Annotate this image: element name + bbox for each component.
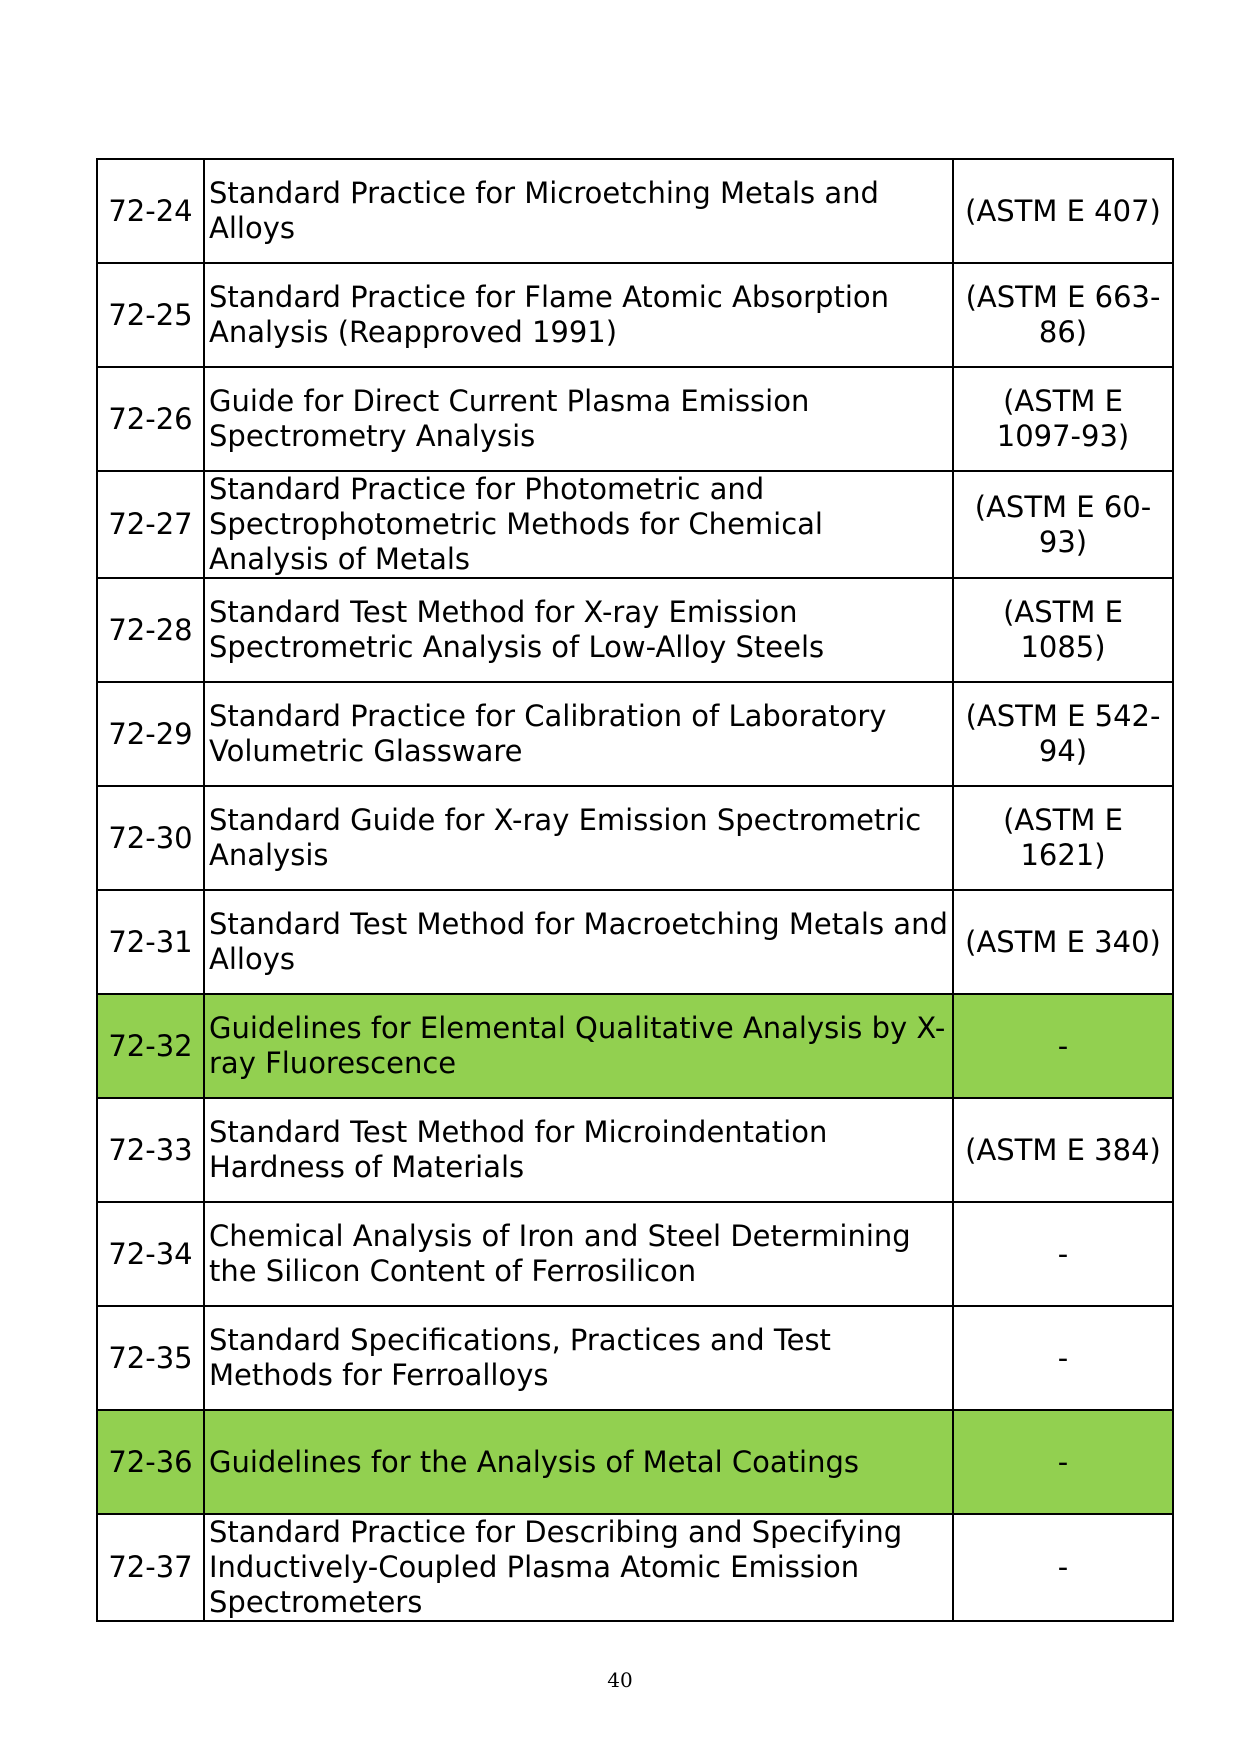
astm-reference: (ASTM E 663-86) bbox=[953, 263, 1173, 367]
standard-number: 72-25 bbox=[97, 263, 204, 367]
standards-table-body bbox=[97, 159, 1173, 1621]
standard-title: Standard Practice for Flame Atomic Absorption Analysis (Reapproved 1991) bbox=[204, 263, 953, 367]
standard-number: 72-29 bbox=[97, 682, 204, 786]
standard-title: Standard Practice for Microetching Metals and Alloys bbox=[204, 159, 953, 263]
standard-title: Standard Practice for Calibration of Laboratory Volumetric Glassware bbox=[204, 682, 953, 786]
standard-title: Chemical Analysis of Iron and Steel Determining the Silicon Content of Ferrosilicon bbox=[204, 1202, 953, 1306]
standard-number: 72-36 bbox=[97, 1410, 204, 1514]
standard-number: 72-26 bbox=[97, 367, 204, 471]
page-number: 40 bbox=[607, 1668, 633, 1692]
standard-number: 72-35 bbox=[97, 1306, 204, 1410]
table-row bbox=[97, 1306, 1173, 1410]
astm-reference: (ASTM E 1097-93) bbox=[953, 367, 1173, 471]
astm-reference: - bbox=[953, 1306, 1173, 1410]
standard-number: 72-27 bbox=[97, 471, 204, 578]
table-row bbox=[97, 786, 1173, 890]
astm-reference: (ASTM E 542-94) bbox=[953, 682, 1173, 786]
table-row bbox=[97, 159, 1173, 263]
table-row bbox=[97, 1098, 1173, 1202]
standard-title: Standard Test Method for Microindentation Hardness of Materials bbox=[204, 1098, 953, 1202]
astm-reference: - bbox=[953, 1410, 1173, 1514]
standard-title: Standard Specifications, Practices and Test Methods for Ferroalloys bbox=[204, 1306, 953, 1410]
astm-reference: - bbox=[953, 994, 1173, 1098]
table-row bbox=[97, 890, 1173, 994]
standard-number: 72-32 bbox=[97, 994, 204, 1098]
astm-reference: (ASTM E 60-93) bbox=[953, 471, 1173, 578]
standard-number: 72-34 bbox=[97, 1202, 204, 1306]
standard-title: Standard Test Method for X-ray Emission Spectrometric Analysis of Low-Alloy Steels bbox=[204, 578, 953, 682]
standard-title: Standard Guide for X-ray Emission Spectrometric Analysis bbox=[204, 786, 953, 890]
table-row bbox=[97, 263, 1173, 367]
astm-reference: (ASTM E 1085) bbox=[953, 578, 1173, 682]
standard-number: 72-30 bbox=[97, 786, 204, 890]
standards-table bbox=[96, 158, 1174, 1622]
astm-reference: (ASTM E 1621) bbox=[953, 786, 1173, 890]
astm-reference: (ASTM E 384) bbox=[953, 1098, 1173, 1202]
standard-title: Standard Practice for Photometric and Spectrophotometric Methods for Chemical Analysis of Metals bbox=[204, 471, 953, 578]
table-row bbox=[97, 682, 1173, 786]
standard-number: 72-24 bbox=[97, 159, 204, 263]
table-row bbox=[97, 578, 1173, 682]
astm-reference: (ASTM E 407) bbox=[953, 159, 1173, 263]
table-row bbox=[97, 367, 1173, 471]
standard-title: Guide for Direct Current Plasma Emission Spectrometry Analysis bbox=[204, 367, 953, 471]
standard-title: Guidelines for Elemental Qualitative Analysis by X-ray Fluorescence bbox=[204, 994, 953, 1098]
table-row bbox=[97, 1202, 1173, 1306]
standard-number: 72-28 bbox=[97, 578, 204, 682]
standard-title: Guidelines for the Analysis of Metal Coatings bbox=[204, 1410, 953, 1514]
astm-reference: - bbox=[953, 1514, 1173, 1621]
standard-title: Standard Test Method for Macroetching Metals and Alloys bbox=[204, 890, 953, 994]
table-row bbox=[97, 1514, 1173, 1621]
standard-number: 72-37 bbox=[97, 1514, 204, 1621]
table-row bbox=[97, 994, 1173, 1098]
astm-reference: - bbox=[953, 1202, 1173, 1306]
standard-title: Standard Practice for Describing and Specifying Inductively-Coupled Plasma Atomic Emission Spectrometers bbox=[204, 1514, 953, 1621]
standard-number: 72-31 bbox=[97, 890, 204, 994]
standard-number: 72-33 bbox=[97, 1098, 204, 1202]
astm-reference: (ASTM E 340) bbox=[953, 890, 1173, 994]
table-row bbox=[97, 1410, 1173, 1514]
table-row bbox=[97, 471, 1173, 578]
